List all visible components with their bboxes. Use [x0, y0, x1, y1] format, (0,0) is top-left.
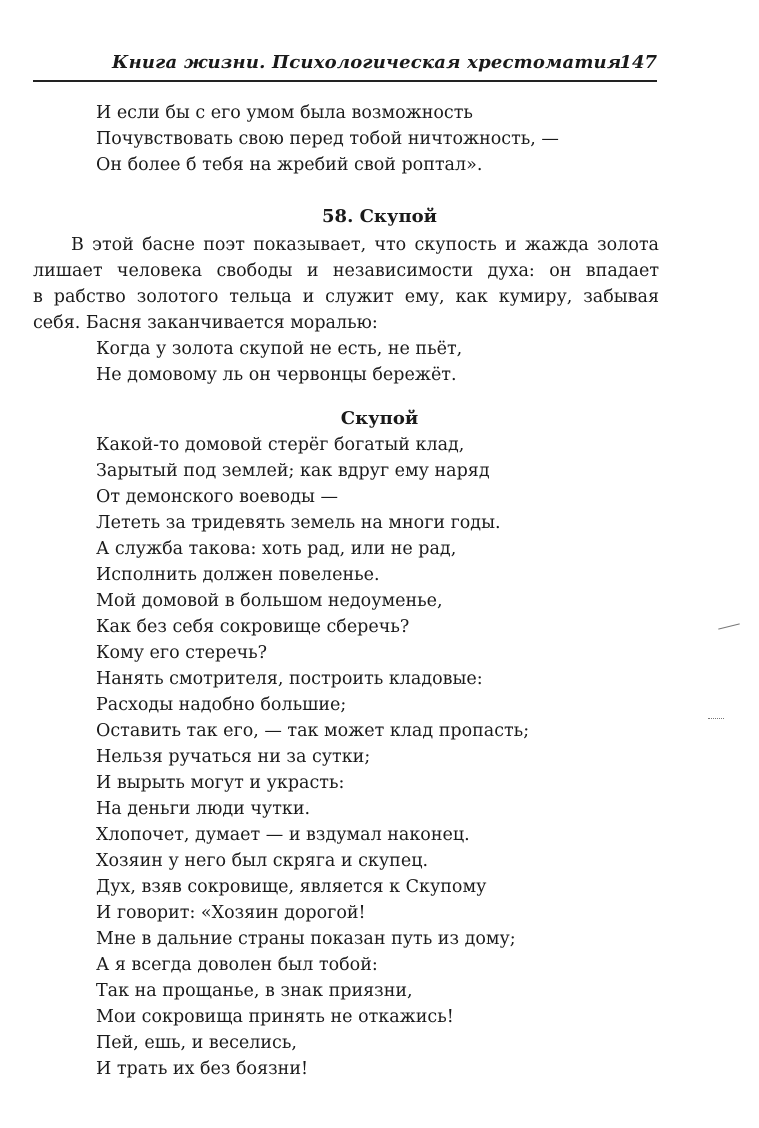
- scan-stray-mark: [718, 623, 740, 629]
- fable-line: Какой-то домовой стерёг богатый клад,: [96, 435, 465, 455]
- fable-line: И трать их без боязни!: [96, 1059, 309, 1079]
- fable-line: Расходы надобно большие;: [96, 695, 347, 715]
- header-title: Книга жизни. Психологическая хрестоматия: [112, 52, 622, 73]
- fable-line: От демонского воеводы —: [96, 487, 338, 507]
- fable-text: [96, 432, 529, 1082]
- running-header: [112, 52, 657, 82]
- fable-line: А я всегда доволен был тобой:: [96, 955, 378, 975]
- intro-line: себя. Басня заканчивается моралью:: [33, 313, 378, 333]
- moral-line: Когда у золота скупой не есть, не пьёт,: [96, 339, 463, 359]
- section-heading: 58. Скупой: [322, 206, 437, 227]
- fable-line: Кому его стеречь?: [96, 643, 268, 663]
- fable-line: Зарытый под землей; как вдруг ему наряд: [96, 461, 490, 481]
- verse-line: Почувствовать свою перед тобой ничтожность, —: [96, 129, 559, 149]
- fable-line: Мне в дальние страны показан путь из дому;: [96, 929, 516, 949]
- fable-line: Хлопочет, думает — и вздумал наконец.: [96, 825, 470, 845]
- intro-line: лишает человека свободы и независимости духа: он впадает: [33, 261, 659, 281]
- intro-line: В этой басне поэт показывает, что скупость и жажда золота: [71, 235, 659, 255]
- fable-line: Исполнить должен повеленье.: [96, 565, 380, 585]
- verse-line: И если бы с его умом была возможность: [96, 103, 473, 123]
- verse-line: Он более б тебя на жребий свой роптал».: [96, 155, 483, 175]
- fable-line: Так на прощанье, в знак приязни,: [96, 981, 413, 1001]
- intro-line: в рабство золотого тельца и служит ему, как кумиру, забывая: [33, 287, 659, 307]
- fable-line: А служба такова: хоть рад, или не рад,: [96, 539, 457, 559]
- fable-line: Хозяин у него был скряга и скупец.: [96, 851, 429, 871]
- moral-line: Не домовому ль он червонцы бережёт.: [96, 365, 457, 385]
- fable-line: Лететь за тридевять земель на многи годы.: [96, 513, 501, 533]
- fable-line: Оставить так его, — так может клад пропасть;: [96, 721, 530, 741]
- moral-verse: [96, 336, 462, 388]
- fable-line: Мой домовой в большом недоуменье,: [96, 591, 443, 611]
- fable-title: Скупой: [340, 408, 419, 429]
- scan-stray-mark: [708, 718, 724, 719]
- fable-line: Нанять смотрителя, построить кладовые:: [96, 669, 483, 689]
- fable-line: На деньги люди чутки.: [96, 799, 311, 819]
- fable-line: Дух, взяв сокровище, является к Скупому: [96, 877, 487, 897]
- fable-line: Мои сокровища принять не откажись!: [96, 1007, 454, 1027]
- page-number: 147: [619, 52, 657, 73]
- top-verse: [96, 100, 559, 178]
- fable-line: Пей, ешь, и веселись,: [96, 1033, 297, 1053]
- fable-line: И говорит: «Хозяин дорогой!: [96, 903, 366, 923]
- fable-line: И вырыть могут и украсть:: [96, 773, 345, 793]
- header-rule: [33, 80, 657, 82]
- fable-line: Нельзя ручаться ни за сутки;: [96, 747, 371, 767]
- fable-line: Как без себя сокровище сберечь?: [96, 617, 410, 637]
- section-intro: [33, 232, 659, 336]
